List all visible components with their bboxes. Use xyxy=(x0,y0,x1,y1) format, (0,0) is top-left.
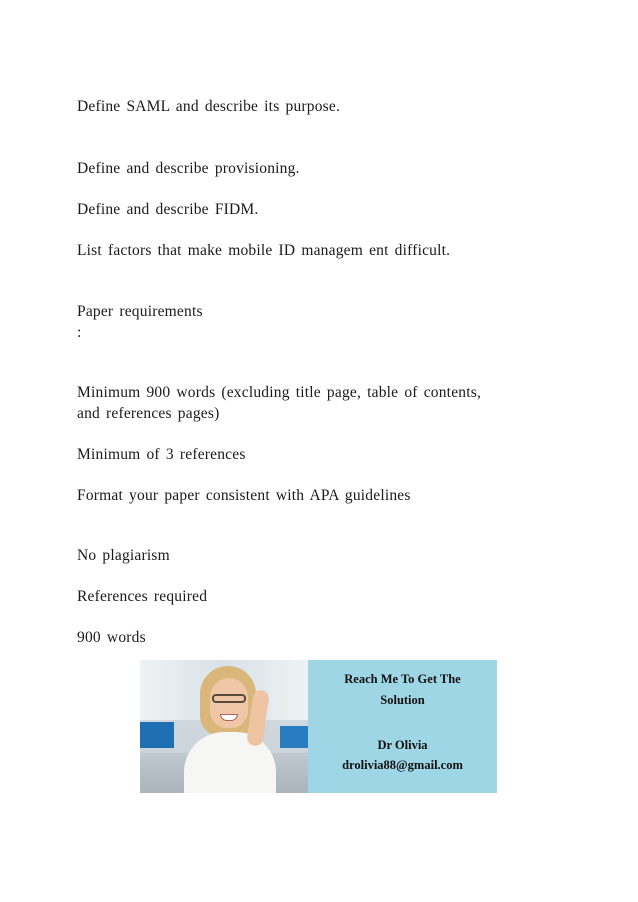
text-line-saml: Define SAML and describe its purpose. xyxy=(77,98,341,115)
text-line-references-pages: and references pages) xyxy=(77,405,220,422)
text-line-fidm: Define and describe FIDM. xyxy=(77,201,259,218)
banner-email: drolivia88@gmail.com xyxy=(342,758,463,772)
text-line-min-references: Minimum of 3 references xyxy=(77,446,246,463)
text-line-colon: : xyxy=(77,324,82,341)
woman-photo xyxy=(140,660,308,793)
banner-name: Dr Olivia xyxy=(377,738,428,752)
text-line-mobile-id: List factors that make mobile ID managem ent difficult. xyxy=(77,242,451,259)
text-line-apa: Format your paper consistent with APA guidelines xyxy=(77,487,411,504)
text-line-900-words: 900 words xyxy=(77,629,146,646)
text-line-plagiarism: No plagiarism xyxy=(77,547,170,564)
text-line-paper-req: Paper requirements xyxy=(77,303,203,320)
banner-headline-1: Reach Me To Get The xyxy=(344,672,461,686)
text-line-min-words: Minimum 900 words (excluding title page, table of contents, xyxy=(77,384,482,401)
contact-banner xyxy=(140,660,497,793)
banner-headline-2: Solution xyxy=(380,693,425,707)
contact-info-panel xyxy=(308,660,497,793)
text-line-references-req: References required xyxy=(77,588,208,605)
text-line-provisioning: Define and describe provisioning. xyxy=(77,160,300,177)
